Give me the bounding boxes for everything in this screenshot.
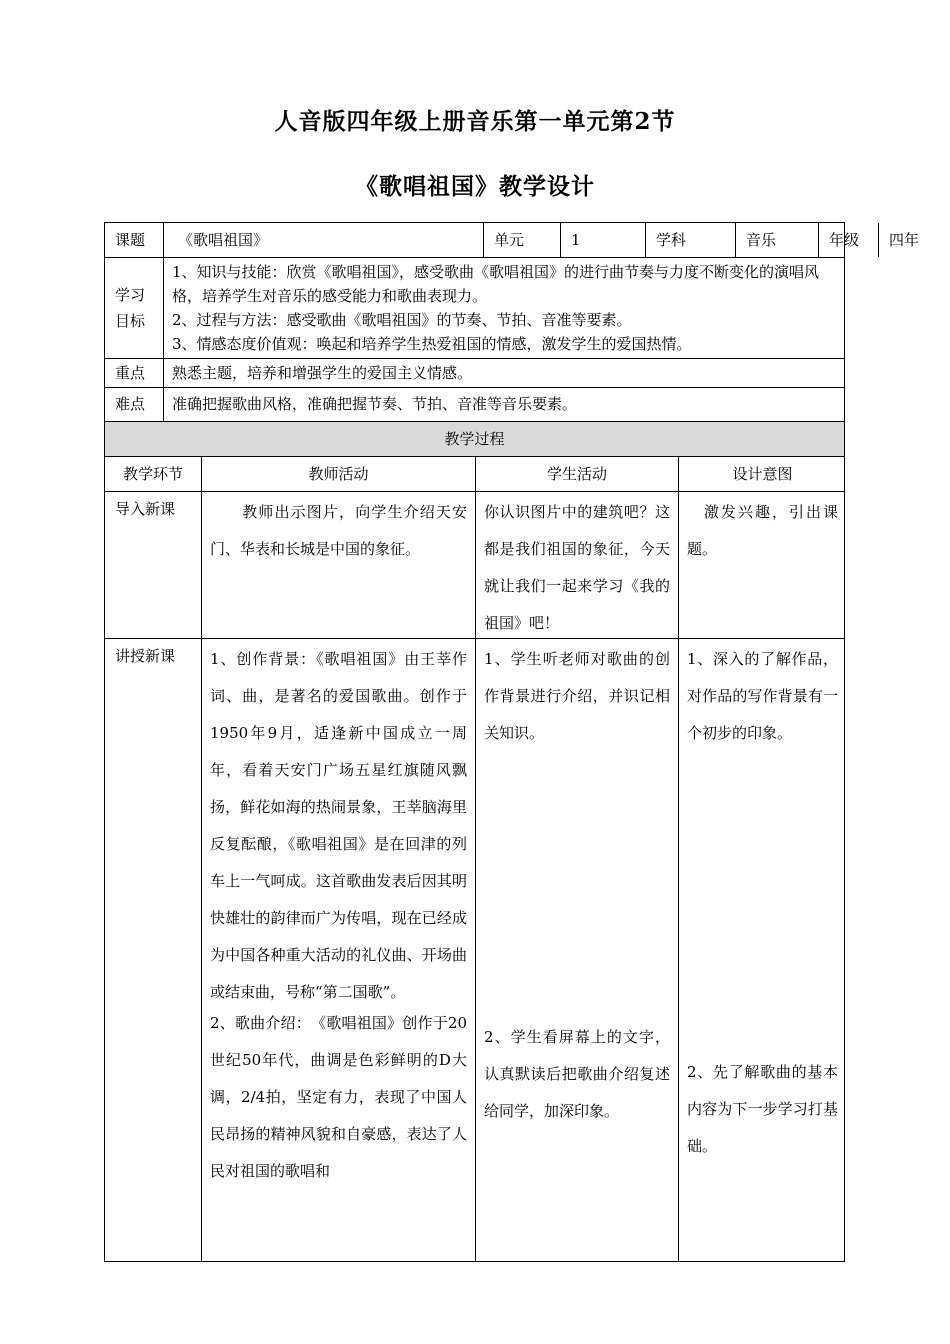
- topic-label: 课题: [115, 230, 146, 249]
- goal-process: 2、过程与方法：感受歌曲《歌唱祖国》的节奏、节拍、音准等要素。: [172, 311, 632, 329]
- design-intent-intro: 激发兴趣，引出课题。: [678, 492, 846, 638]
- stage-intro: 导入新课: [115, 500, 176, 518]
- subject-value: 音乐: [735, 223, 818, 257]
- grade-label: 年级: [818, 223, 878, 257]
- teacher-activity-intro: 教师出示图片，向学生介绍天安门、华表和长城是中国的象征。: [201, 492, 475, 638]
- column-header-teacher: 教师活动: [201, 457, 475, 491]
- process-header: 教学过程: [444, 429, 505, 448]
- info-row: [105, 223, 920, 258]
- teacher-background-paragraph: 1、创作背景：《歌唱祖国》由王莘作词、曲，是著名的爱国歌曲。创作于1950年9月，适逢新中国成立一周年，看着天安门广场五星红旗随风飘扬，鲜花如海的热闹景象，王莘脑海里反复酝酿，《歌唱祖国》是在回津的列车上一气呵成。这首歌曲发表后因其明快雄壮的韵律而广为传唱，现在已经成为中国各种重大活动的礼仪曲、开场曲或结束曲，号称“第二国歌”。: [210, 650, 467, 1001]
- student-activity-new-lesson: [475, 639, 678, 1261]
- unit-label: 单元: [483, 223, 560, 257]
- key-point-row: [105, 359, 844, 388]
- difficulty-text: 准确把握歌曲风格，准确把握节奏、节拍、音准等音乐要素。: [163, 388, 844, 421]
- student-activity-intro: 你认识图片中的建筑吧？这都是我们祖国的象征，今天就让我们一起来学习《我的祖国》吧！: [475, 492, 678, 638]
- student-activity-2: 2、学生看屏幕上的文字，认真默读后把歌曲介绍复述给同学，加深印象。: [484, 1028, 670, 1120]
- column-header-stage: 教学环节: [122, 464, 183, 483]
- design-intent-new-lesson: [678, 639, 846, 1261]
- subject-label: 学科: [645, 223, 735, 257]
- grade-value: 四年: [878, 223, 946, 257]
- column-header-row: [105, 457, 844, 492]
- goal-emotion: 3、情感态度价值观：唤起和培养学生热爱祖国的情感，激发学生的爱国热情。: [172, 335, 692, 353]
- column-header-student: 学生活动: [475, 457, 678, 491]
- design-intent-2: 2、先了解歌曲的基本内容为下一步学习打基础。: [687, 1063, 838, 1155]
- lesson-plan-table: [104, 222, 920, 1262]
- table-row: [105, 639, 844, 1261]
- topic-value: 《歌唱祖国》: [163, 223, 483, 257]
- design-intent-1: 1、深入的了解作品，对作品的写作背景有一个初步的印象。: [687, 650, 838, 742]
- process-header-row: [105, 422, 844, 457]
- key-point-text: 熟悉主题，培养和增强学生的爱国主义情感。: [163, 359, 844, 387]
- key-point-label: 重点: [115, 363, 146, 382]
- student-activity-1: 1、学生听老师对歌曲的创作背景进行介绍，并识记相关知识。: [484, 650, 670, 742]
- goals-label: 学习 目标: [115, 286, 146, 330]
- document-title-line2: 《歌唱祖国》教学设计: [355, 173, 595, 200]
- teacher-activity-new-lesson: [201, 639, 475, 1261]
- goals-row: [105, 258, 844, 359]
- document-title-line1: 人音版四年级上册音乐第一单元第2节: [274, 108, 676, 135]
- column-header-intent: 设计意图: [678, 457, 846, 491]
- difficulty-row: [105, 388, 844, 422]
- table-row: [105, 492, 844, 639]
- goal-knowledge: 1、知识与技能：欣赏《歌唱祖国》，感受歌曲《歌唱祖国》的进行曲节奏与力度不断变化的演唱风格，培养学生对音乐的感受能力和歌曲表现力。: [172, 263, 820, 305]
- goals-content: [163, 258, 844, 358]
- stage-new-lesson: 讲授新课: [115, 647, 176, 665]
- teacher-song-intro-paragraph: 2、歌曲介绍： 《歌唱祖国》创作于20世纪50年代，曲调是色彩鲜明的D大调，2/4拍，坚定有力，表现了中国人民昂扬的精神风貌和自豪感，表达了人民对祖国的歌唱和: [210, 1014, 467, 1180]
- difficulty-label: 难点: [115, 395, 146, 413]
- unit-value: 1: [560, 223, 645, 257]
